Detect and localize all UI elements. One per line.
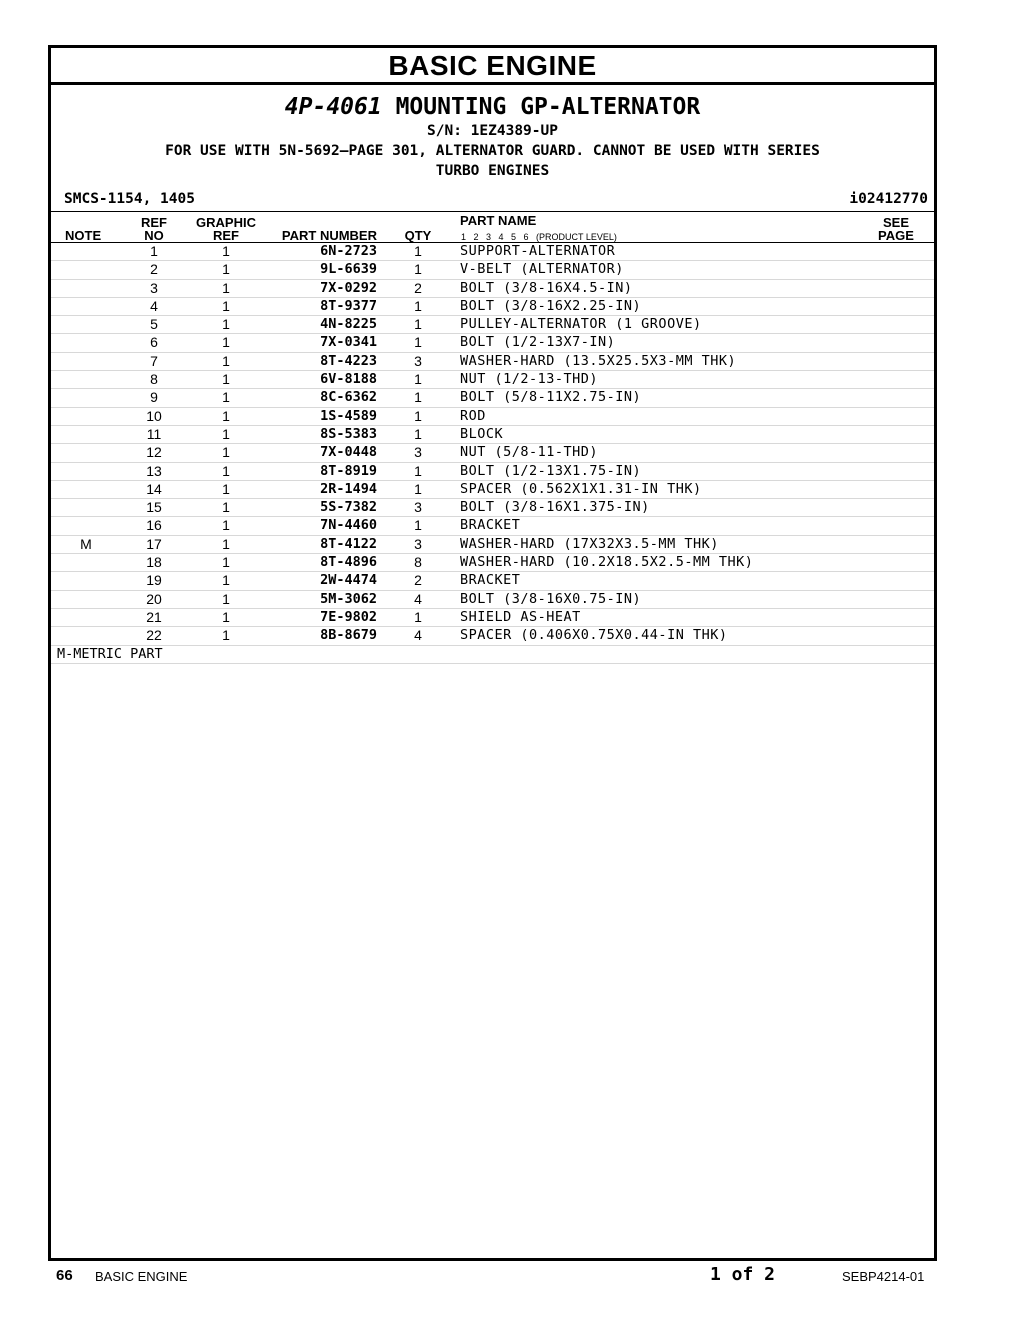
row-part-number: 7X-0292 bbox=[320, 279, 377, 296]
header-part-name: PART NAME bbox=[460, 213, 537, 228]
row-qty: 1 bbox=[414, 297, 422, 314]
row-ref-no: 14 bbox=[146, 480, 162, 497]
row-part-number: 8T-4896 bbox=[320, 554, 377, 571]
row-part-name: BOLT (1/2-13X7-IN) bbox=[460, 334, 616, 351]
row-part-name: SHIELD AS-HEAT bbox=[460, 608, 581, 625]
row-part-name: WASHER-HARD (10.2X18.5X2.5-MM THK) bbox=[460, 554, 754, 571]
row-qty: 3 bbox=[414, 535, 422, 552]
row-graphic-ref: 1 bbox=[222, 261, 230, 278]
row-part-number: 8B-8679 bbox=[320, 627, 377, 644]
row-part-number: 8C-6362 bbox=[320, 389, 377, 406]
table-row bbox=[51, 554, 934, 572]
row-part-number: 2R-1494 bbox=[320, 480, 377, 497]
row-ref-no: 9 bbox=[150, 389, 158, 406]
row-graphic-ref: 1 bbox=[222, 554, 230, 571]
row-part-name: BLOCK bbox=[460, 425, 504, 442]
table-row bbox=[51, 517, 934, 535]
row-graphic-ref: 1 bbox=[222, 517, 230, 534]
row-ref-no: 3 bbox=[150, 279, 158, 296]
row-qty: 1 bbox=[414, 389, 422, 406]
footer-page-number: 66 bbox=[56, 1267, 73, 1284]
group-title bbox=[51, 93, 934, 121]
row-part-number: 7X-0448 bbox=[320, 444, 377, 461]
row-ref-no: 21 bbox=[146, 608, 162, 625]
row-qty: 1 bbox=[414, 316, 422, 333]
row-part-number: 8S-5383 bbox=[320, 425, 377, 442]
serial-range: S/N: 1EZ4389-UP bbox=[427, 123, 558, 139]
row-qty: 1 bbox=[414, 517, 422, 534]
row-part-number: 9L-6639 bbox=[320, 261, 377, 278]
row-part-name: BRACKET bbox=[460, 517, 521, 534]
row-graphic-ref: 1 bbox=[222, 462, 230, 479]
row-part-name: BOLT (3/8-16X4.5-IN) bbox=[460, 279, 633, 296]
header-graphic-bottom: REF bbox=[213, 228, 239, 243]
group-name: MOUNTING GP-ALTERNATOR bbox=[395, 94, 701, 120]
row-graphic-ref: 1 bbox=[222, 279, 230, 296]
table-row bbox=[51, 627, 934, 645]
row-graphic-ref: 1 bbox=[222, 425, 230, 442]
row-part-number: 8T-4223 bbox=[320, 352, 377, 369]
table-row bbox=[51, 334, 934, 352]
row-qty: 1 bbox=[414, 243, 422, 259]
table-row bbox=[51, 499, 934, 517]
smcs-code: SMCS-1154, 1405 bbox=[64, 191, 195, 207]
header-graphic-top: GRAPHIC bbox=[196, 215, 256, 230]
row-graphic-ref: 1 bbox=[222, 371, 230, 388]
row-qty: 1 bbox=[414, 462, 422, 479]
row-part-number: 5S-7382 bbox=[320, 499, 377, 516]
row-ref-no: 1 bbox=[150, 243, 158, 259]
row-ref-no: 13 bbox=[146, 462, 162, 479]
header-ref-bottom: NO bbox=[144, 228, 164, 243]
table-row bbox=[51, 298, 934, 316]
table-row bbox=[51, 444, 934, 462]
row-graphic-ref: 1 bbox=[222, 480, 230, 497]
row-ref-no: 6 bbox=[150, 334, 158, 351]
table-row bbox=[51, 426, 934, 444]
row-graphic-ref: 1 bbox=[222, 627, 230, 644]
row-qty: 8 bbox=[414, 554, 422, 571]
row-ref-no: 12 bbox=[146, 444, 162, 461]
header-product-level: 1 2 3 4 5 6 (PRODUCT LEVEL) bbox=[461, 232, 617, 242]
header-part-number: PART NUMBER bbox=[281, 228, 377, 243]
row-ref-no: 8 bbox=[150, 371, 158, 388]
row-part-name: ROD bbox=[460, 407, 486, 424]
page-frame bbox=[48, 45, 937, 1261]
table-row bbox=[51, 316, 934, 334]
row-part-name: SUPPORT-ALTERNATOR bbox=[460, 243, 616, 259]
row-part-number: 7N-4460 bbox=[320, 517, 377, 534]
row-part-name: BOLT (5/8-11X2.75-IN) bbox=[460, 389, 642, 406]
row-ref-no: 22 bbox=[146, 627, 162, 644]
row-ref-no: 19 bbox=[146, 572, 162, 589]
row-ref-no: 10 bbox=[146, 407, 162, 424]
row-part-name: BOLT (3/8-16X2.25-IN) bbox=[460, 297, 642, 314]
row-part-number: 6N-2723 bbox=[320, 243, 377, 259]
table-header bbox=[51, 211, 934, 243]
row-qty: 2 bbox=[414, 279, 422, 296]
row-qty: 3 bbox=[414, 352, 422, 369]
row-part-number: 1S-4589 bbox=[320, 407, 377, 424]
row-qty: 1 bbox=[414, 480, 422, 497]
row-part-number: 2W-4474 bbox=[320, 572, 377, 589]
row-ref-no: 17 bbox=[146, 535, 162, 552]
row-qty: 3 bbox=[414, 499, 422, 516]
page-footer bbox=[0, 1264, 1020, 1288]
table-row bbox=[51, 389, 934, 407]
row-part-name: NUT (1/2-13-THD) bbox=[460, 371, 599, 388]
row-qty: 1 bbox=[414, 425, 422, 442]
row-qty: 1 bbox=[414, 407, 422, 424]
row-part-name: NUT (5/8-11-THD) bbox=[460, 444, 599, 461]
row-qty: 4 bbox=[414, 590, 422, 607]
row-qty: 1 bbox=[414, 261, 422, 278]
row-ref-no: 20 bbox=[146, 590, 162, 607]
row-part-name: BOLT (3/8-16X1.375-IN) bbox=[460, 499, 650, 516]
row-qty: 1 bbox=[414, 371, 422, 388]
table-row bbox=[51, 261, 934, 279]
row-part-name: SPACER (0.406X0.75X0.44-IN THK) bbox=[460, 627, 728, 644]
row-ref-no: 7 bbox=[150, 352, 158, 369]
row-ref-no: 18 bbox=[146, 554, 162, 571]
row-graphic-ref: 1 bbox=[222, 608, 230, 625]
header-qty: QTY bbox=[404, 228, 432, 243]
row-part-number: 5M-3062 bbox=[320, 590, 377, 607]
row-qty: 1 bbox=[414, 608, 422, 625]
table-row bbox=[51, 371, 934, 389]
row-part-number: 4N-8225 bbox=[320, 316, 377, 333]
metric-footnote: M-METRIC PART bbox=[51, 646, 934, 664]
row-graphic-ref: 1 bbox=[222, 352, 230, 369]
row-part-name: SPACER (0.562X1X1.31-IN THK) bbox=[460, 480, 702, 497]
row-part-name: BOLT (1/2-13X1.75-IN) bbox=[460, 462, 642, 479]
row-part-number: 8T-4122 bbox=[320, 535, 377, 552]
row-qty: 2 bbox=[414, 572, 422, 589]
usage-note-line-2: TURBO ENGINES bbox=[435, 163, 550, 179]
row-part-number: 6V-8188 bbox=[320, 371, 377, 388]
table-row bbox=[51, 481, 934, 499]
row-graphic-ref: 1 bbox=[222, 535, 230, 552]
row-graphic-ref: 1 bbox=[222, 590, 230, 607]
row-part-number: 8T-9377 bbox=[320, 297, 377, 314]
table-row bbox=[51, 243, 934, 261]
row-graphic-ref: 1 bbox=[222, 334, 230, 351]
illustration-id: i02412770 bbox=[849, 191, 928, 207]
row-graphic-ref: 1 bbox=[222, 499, 230, 516]
header-note: NOTE bbox=[65, 228, 102, 243]
table-row bbox=[51, 463, 934, 481]
footer-section: BASIC ENGINE bbox=[95, 1269, 188, 1284]
row-part-name: WASHER-HARD (17X32X3.5-MM THK) bbox=[460, 535, 719, 552]
row-part-number: 8T-8919 bbox=[320, 462, 377, 479]
row-qty: 4 bbox=[414, 627, 422, 644]
row-part-name: PULLEY-ALTERNATOR (1 GROOVE) bbox=[460, 316, 702, 333]
row-ref-no: 16 bbox=[146, 517, 162, 534]
parts-table-body bbox=[51, 243, 934, 646]
row-ref-no: 2 bbox=[150, 261, 158, 278]
row-note: M bbox=[80, 535, 92, 552]
header-see-bottom: PAGE bbox=[878, 228, 914, 243]
row-graphic-ref: 1 bbox=[222, 407, 230, 424]
row-graphic-ref: 1 bbox=[222, 243, 230, 259]
table-row bbox=[51, 591, 934, 609]
row-part-name: V-BELT (ALTERNATOR) bbox=[460, 261, 624, 278]
row-graphic-ref: 1 bbox=[222, 297, 230, 314]
row-ref-no: 5 bbox=[150, 316, 158, 333]
row-ref-no: 15 bbox=[146, 499, 162, 516]
row-graphic-ref: 1 bbox=[222, 444, 230, 461]
row-qty: 1 bbox=[414, 334, 422, 351]
section-banner: BASIC ENGINE bbox=[51, 48, 934, 85]
footer-page-of: 1 of 2 bbox=[710, 1264, 776, 1285]
header-see-top: SEE bbox=[882, 215, 909, 230]
row-part-name: BRACKET bbox=[460, 572, 521, 589]
row-qty: 3 bbox=[414, 444, 422, 461]
footer-doc-number: SEBP4214-01 bbox=[842, 1269, 925, 1284]
row-part-number: 7X-0341 bbox=[320, 334, 377, 351]
row-graphic-ref: 1 bbox=[222, 316, 230, 333]
row-ref-no: 11 bbox=[146, 425, 162, 442]
table-row bbox=[51, 572, 934, 590]
table-row bbox=[51, 536, 934, 554]
table-row bbox=[51, 609, 934, 627]
group-part-number: 4P-4061 bbox=[284, 94, 382, 120]
table-row bbox=[51, 280, 934, 298]
header-ref-top: REF bbox=[141, 215, 167, 230]
usage-note-line-1: FOR USE WITH 5N-5692—PAGE 301, ALTERNATOR GUARD. CANNOT BE USED WITH SERIES bbox=[165, 143, 820, 159]
row-graphic-ref: 1 bbox=[222, 572, 230, 589]
table-row bbox=[51, 408, 934, 426]
smcs-row bbox=[51, 187, 934, 211]
row-part-name: BOLT (3/8-16X0.75-IN) bbox=[460, 590, 642, 607]
row-ref-no: 4 bbox=[150, 297, 158, 314]
row-graphic-ref: 1 bbox=[222, 389, 230, 406]
table-row bbox=[51, 353, 934, 371]
row-part-name: WASHER-HARD (13.5X25.5X3-MM THK) bbox=[460, 352, 737, 369]
row-part-number: 7E-9802 bbox=[320, 608, 377, 625]
